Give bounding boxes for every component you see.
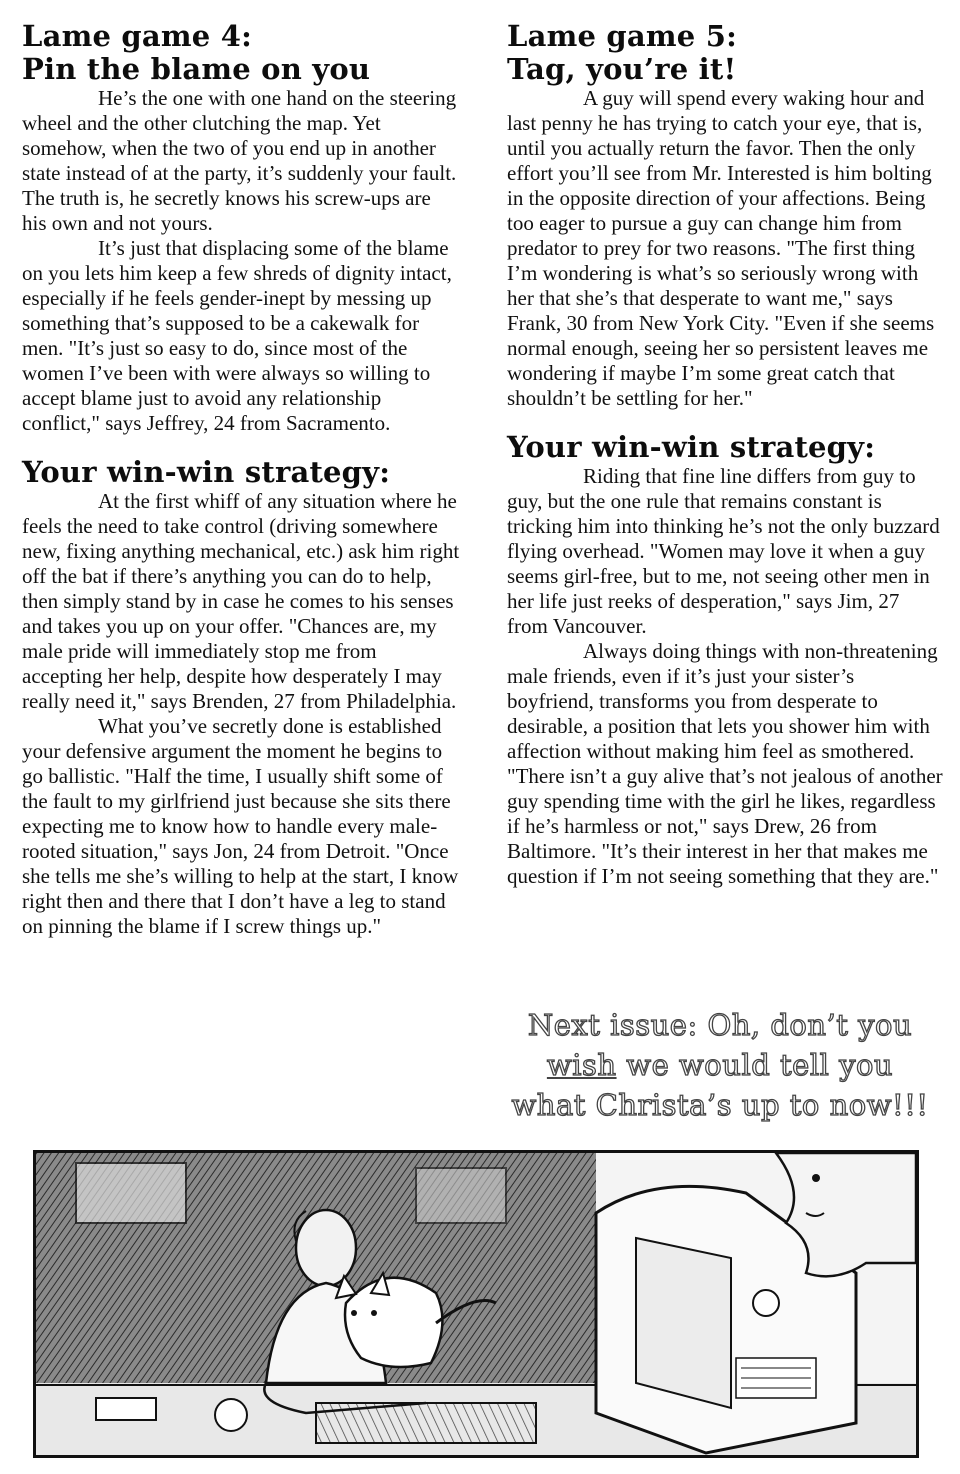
paragraph: It’s just that displacing some of the blame on you lets him keep a few shreds of dignity intact, especially if he feels gender-inept by messing up something that’s supposed to be a cakewalk for men. "It’s just so easy to do, since most of the women I’ve been with were always so willing to accept blame just to avoid any relationship conflict," says Jeffrey, 24 from Sacramento. [22, 236, 452, 435]
comic-panel-person-with-cat-at-computer-icon [36, 1153, 916, 1455]
next-issue-teaser: Next issue: Oh, don’t you wish we would tell you what Christa’s up to now!!! [511, 1008, 929, 1122]
paragraph: Always doing things with non-threatening male friends, even if it’s just your sister’s boyfriend, transforms you from desperate to desirable, a position that lets you shower him with affection without making him feel as smothered. "There isn’t a guy alive that’s not jealous of another guy spending time with the girl he likes, regardless if he’s harmless or not," says Drew, 26 from Baltimore. "It’s their interest in her that makes me question if I’m not seeing something that they are." [507, 639, 943, 888]
right-column [507, 20, 945, 889]
paragraph: A guy will spend every waking hour and last penny he has trying to catch your eye, that is, until you actually return the favor. Then the only effort you’ll see from Mr. Interested is him bolting in the opposite direction of your affections. Being too eager to pursue a guy can change him from predator to prey for two reasons. "The first thing I’m wondering is what’s so seriously wrong with her that she’s that desperate to want me," says Frank, 30 from New York City. "Even if she seems normal enough, seeing her so persistent leaves me wondering if maybe I’m some great catch that shouldn’t be settling for her." [507, 86, 935, 410]
paragraph: He’s the one with one hand on the steering wheel and the other clutching the map. Yet somehow, when the two of you end up in another state instead of at the party, it’s suddenly your fault. The truth is, he secretly knows his screw-ups are his own and not yours. [22, 86, 457, 235]
paragraph: At the first whiff of any situation where he feels the need to take control (driving somewhere new, fixing anything mechanical, etc.) ask him right off the bat if there’s anything you can do to help, then simply stand by in case he comes to his senses and takes you up on your offer. "Chances are, my male pride will immediately stop me from accepting her help, despite how desperately I may really need it," says Brenden, 27 from Philadelphia. [22, 489, 460, 713]
heading-win-win-strategy: Your win-win strategy: [22, 455, 391, 489]
left-column [22, 20, 460, 939]
comic-illustration-panel [33, 1150, 919, 1458]
heading-lame-game-4: Lame game 4: Pin the blame on you [22, 19, 371, 86]
heading-win-win-strategy: Your win-win strategy: [507, 430, 876, 464]
paragraph: What you’ve secretly done is established your defensive argument the moment he begins to go ballistic. "Half the time, I usually shift some of the fault to my girlfriend just because she sits there expecting me to know how to handle every male-rooted situation," says Jon, 24 from Detroit. "Once she tells me she’s willing to help at the start, I know right then and there that I don’t have a leg to stand on pinning the blame if I screw things up." [22, 714, 459, 938]
heading-lame-game-5: Lame game 5: Tag, you’re it! [507, 19, 737, 86]
paragraph: Riding that fine line differs from guy to guy, but the one rule that remains constant is tricking him into thinking he’s not the only buzzard flying overhead. "Women may love it when a guy seems girl-free, but to me, not seeing other men in her life just reeks of desperation," says Jim, 27 from Vancouver. [507, 464, 940, 638]
